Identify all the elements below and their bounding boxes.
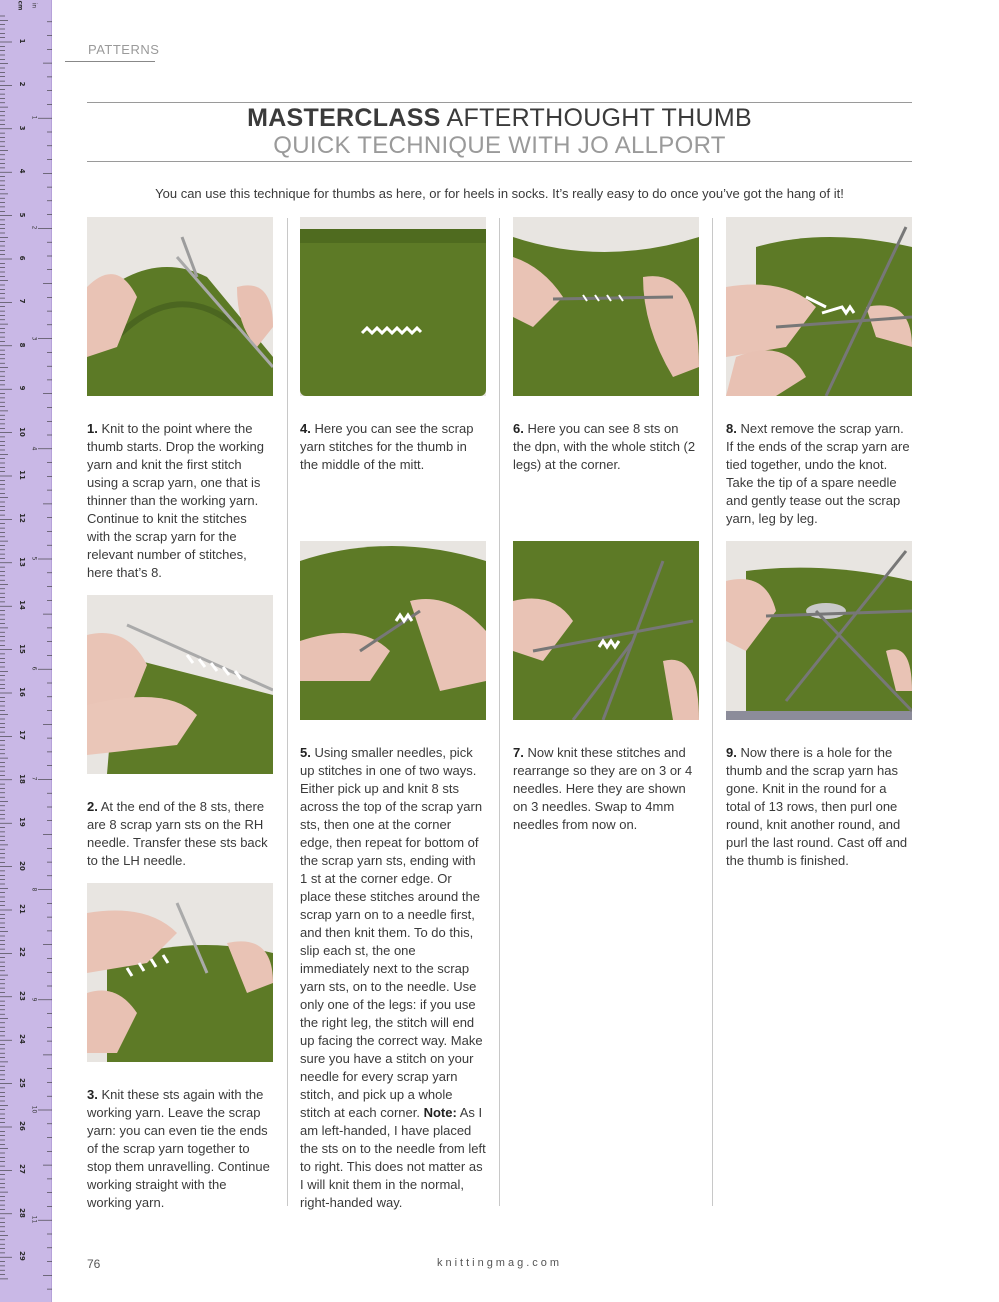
ruler-cm-label: 17 bbox=[18, 730, 26, 741]
ruler-cm-label: 27 bbox=[18, 1164, 26, 1175]
section-label: PATTERNS bbox=[88, 42, 160, 57]
ruler-cm-label: 29 bbox=[18, 1251, 26, 1262]
ruler-cm-label: 20 bbox=[18, 860, 26, 871]
page-number: 76 bbox=[87, 1257, 101, 1271]
step-5-photo bbox=[300, 541, 486, 720]
ruler-cm-label: 26 bbox=[18, 1121, 26, 1131]
step-1-photo bbox=[87, 217, 273, 396]
step-6-photo bbox=[513, 217, 699, 396]
step-number: 2. bbox=[87, 799, 98, 814]
ruler-cm-label: 19 bbox=[18, 817, 26, 828]
ruler-cm-label: 13 bbox=[18, 556, 26, 567]
ruler-in-label: 11 bbox=[30, 1215, 38, 1224]
ruler-cm-label: 14 bbox=[18, 600, 26, 611]
intro-text: You can use this technique for thumbs as here, or for heels in socks. It’s really easy to do once you’ve got the hang of it! bbox=[155, 186, 844, 201]
step-number: 7. bbox=[513, 745, 524, 760]
column-divider bbox=[499, 218, 500, 1206]
title-rest: AFTERTHOUGHT THUMB bbox=[440, 104, 752, 132]
ruler-cm-label: 7 bbox=[18, 298, 26, 304]
ruler-cm-label: 10 bbox=[18, 426, 26, 437]
ruler-unit-in: in bbox=[30, 2, 38, 9]
side-ruler bbox=[0, 0, 52, 1302]
step-number: 3. bbox=[87, 1087, 98, 1102]
column-divider bbox=[712, 218, 713, 1206]
ruler-cm-label: 23 bbox=[18, 990, 26, 1001]
page-subtitle: QUICK TECHNIQUE WITH JO ALLPORT bbox=[273, 132, 726, 159]
step-7-text bbox=[513, 744, 699, 834]
step-body: Here you can see the scrap yarn stitches for the thumb in the middle of the mitt. bbox=[300, 421, 474, 472]
ruler-cm-label: 21 bbox=[18, 904, 26, 914]
title-bottom-rule bbox=[87, 161, 912, 162]
ruler-cm-label: 9 bbox=[18, 385, 26, 391]
step-body: Knit these sts again with the working yarn. Leave the scrap yarn: you can even tie the ends of the scrap yarn together to stop them unravelling. Continue working straight with the working yarn. bbox=[87, 1087, 270, 1210]
step-2-photo bbox=[87, 595, 273, 774]
ruler-cm-label: 22 bbox=[18, 947, 26, 958]
ruler-cm-label: 28 bbox=[18, 1207, 26, 1218]
ruler-in-label: 5 bbox=[30, 556, 38, 561]
step-7-photo bbox=[513, 541, 699, 720]
ruler-cm-label: 5 bbox=[18, 212, 26, 218]
ruler-cm-label: 12 bbox=[18, 513, 26, 524]
ruler-cm-label: 16 bbox=[18, 687, 26, 697]
ruler-in-label: 6 bbox=[30, 666, 38, 671]
step-1-text bbox=[87, 420, 273, 582]
step-body: Knit to the point where the thumb starts. Drop the working yarn and knit the first stitch using a scrap yarn, one that is thinner than the working yarn. Continue to knit the stitches with the scrap yarn for the relevant number of stitches, here that’s 8. bbox=[87, 421, 265, 580]
step-number: 6. bbox=[513, 421, 524, 436]
step-body: Using smaller needles, pick up stitches in one of two ways. Either pick up and knit 8 sts across the top of the scrap yarn sts, then one at the corner edge, then repeat for bottom of the scrap yarn sts, ending with 1 st at the corner edge. Or place these stitches around the scrap yarn on to a needle first, and then knit them. To do this, slip each st, the one immediately next to the scrap yarn sts, on to the needle. Use only one of the legs: if you use the right leg, the stitch will end up facing the correct way. Make sure you have a stitch on your needle for every scrap yarn stitch, and pick up a whole stitch at each corner. bbox=[300, 745, 483, 1120]
step-4-photo bbox=[300, 217, 486, 396]
step-3-text bbox=[87, 1086, 273, 1212]
section-underline bbox=[65, 61, 155, 62]
note-body: As I am left-handed, I have placed the sts on to the needle from left to right. This does not matter as I will knit them in the normal, right-handed way. bbox=[300, 1105, 486, 1210]
website-url: knittingmag.com bbox=[436, 1257, 563, 1269]
step-number: 9. bbox=[726, 745, 737, 760]
ruler-cm-label: 25 bbox=[18, 1077, 26, 1088]
step-8-text bbox=[726, 420, 912, 528]
ruler-cm-label: 11 bbox=[18, 470, 26, 480]
step-8-photo bbox=[726, 217, 912, 396]
ruler-cm-label: 24 bbox=[18, 1034, 26, 1045]
page-title bbox=[87, 104, 912, 133]
ruler-cm-label: 15 bbox=[18, 643, 26, 654]
title-strong: MASTERCLASS bbox=[247, 104, 441, 132]
ruler-unit-cm: cm bbox=[16, 0, 24, 11]
step-6-text bbox=[513, 420, 699, 474]
ruler-in-label: 9 bbox=[30, 997, 38, 1002]
ruler-cm-label: 8 bbox=[18, 342, 26, 348]
step-3-photo bbox=[87, 883, 273, 1062]
step-body: Now there is a hole for the thumb and the scrap yarn has gone. Knit in the round for a total of 13 rows, then purl one round, knit another round, and purl the last round. Cast off and the thumb is finished. bbox=[726, 745, 908, 868]
ruler-in-label: 7 bbox=[30, 776, 38, 781]
step-number: 8. bbox=[726, 421, 737, 436]
ruler-in-label: 2 bbox=[30, 225, 38, 230]
step-number: 5. bbox=[300, 745, 311, 760]
ruler-in-label: 8 bbox=[30, 887, 38, 891]
ruler-cm-label: 18 bbox=[18, 773, 26, 784]
ruler-in-label: 10 bbox=[30, 1105, 38, 1114]
column-divider bbox=[287, 218, 288, 1206]
ruler-cm-label: 3 bbox=[18, 125, 26, 131]
ruler-cm-label: 6 bbox=[18, 255, 26, 261]
ruler-in-label: 4 bbox=[30, 446, 38, 451]
step-9-text bbox=[726, 744, 912, 870]
ruler-cm-label: 4 bbox=[18, 168, 26, 174]
title-top-rule bbox=[87, 102, 912, 103]
ruler-cm-label: 2 bbox=[18, 81, 26, 87]
step-body: At the end of the 8 sts, there are 8 scrap yarn sts on the RH needle. Transfer these sts back to the LH needle. bbox=[87, 799, 268, 868]
ruler-cm-label: 1 bbox=[18, 38, 26, 44]
step-body: Here you can see 8 sts on the dpn, with the whole stitch (2 legs) at the corner. bbox=[513, 421, 696, 472]
ruler-in-label: 1 bbox=[30, 115, 38, 120]
step-number: 4. bbox=[300, 421, 311, 436]
ruler-in-label: 3 bbox=[30, 336, 38, 340]
step-body: Next remove the scrap yarn. If the ends of the scrap yarn are tied together, undo the knot. Take the tip of a spare needle and gently tease out the scrap yarn, leg by leg. bbox=[726, 421, 910, 526]
note-label: Note: bbox=[423, 1105, 457, 1120]
step-number: 1. bbox=[87, 421, 98, 436]
step-4-text bbox=[300, 420, 486, 474]
step-5-text bbox=[300, 744, 486, 1212]
step-9-photo bbox=[726, 541, 912, 720]
step-body: Now knit these stitches and rearrange so they are on 3 or 4 needles. Here they are shown on 3 needles. Swap to 4mm needles from now on. bbox=[513, 745, 693, 832]
ruler-ticks bbox=[0, 0, 52, 1302]
step-2-text bbox=[87, 798, 273, 870]
